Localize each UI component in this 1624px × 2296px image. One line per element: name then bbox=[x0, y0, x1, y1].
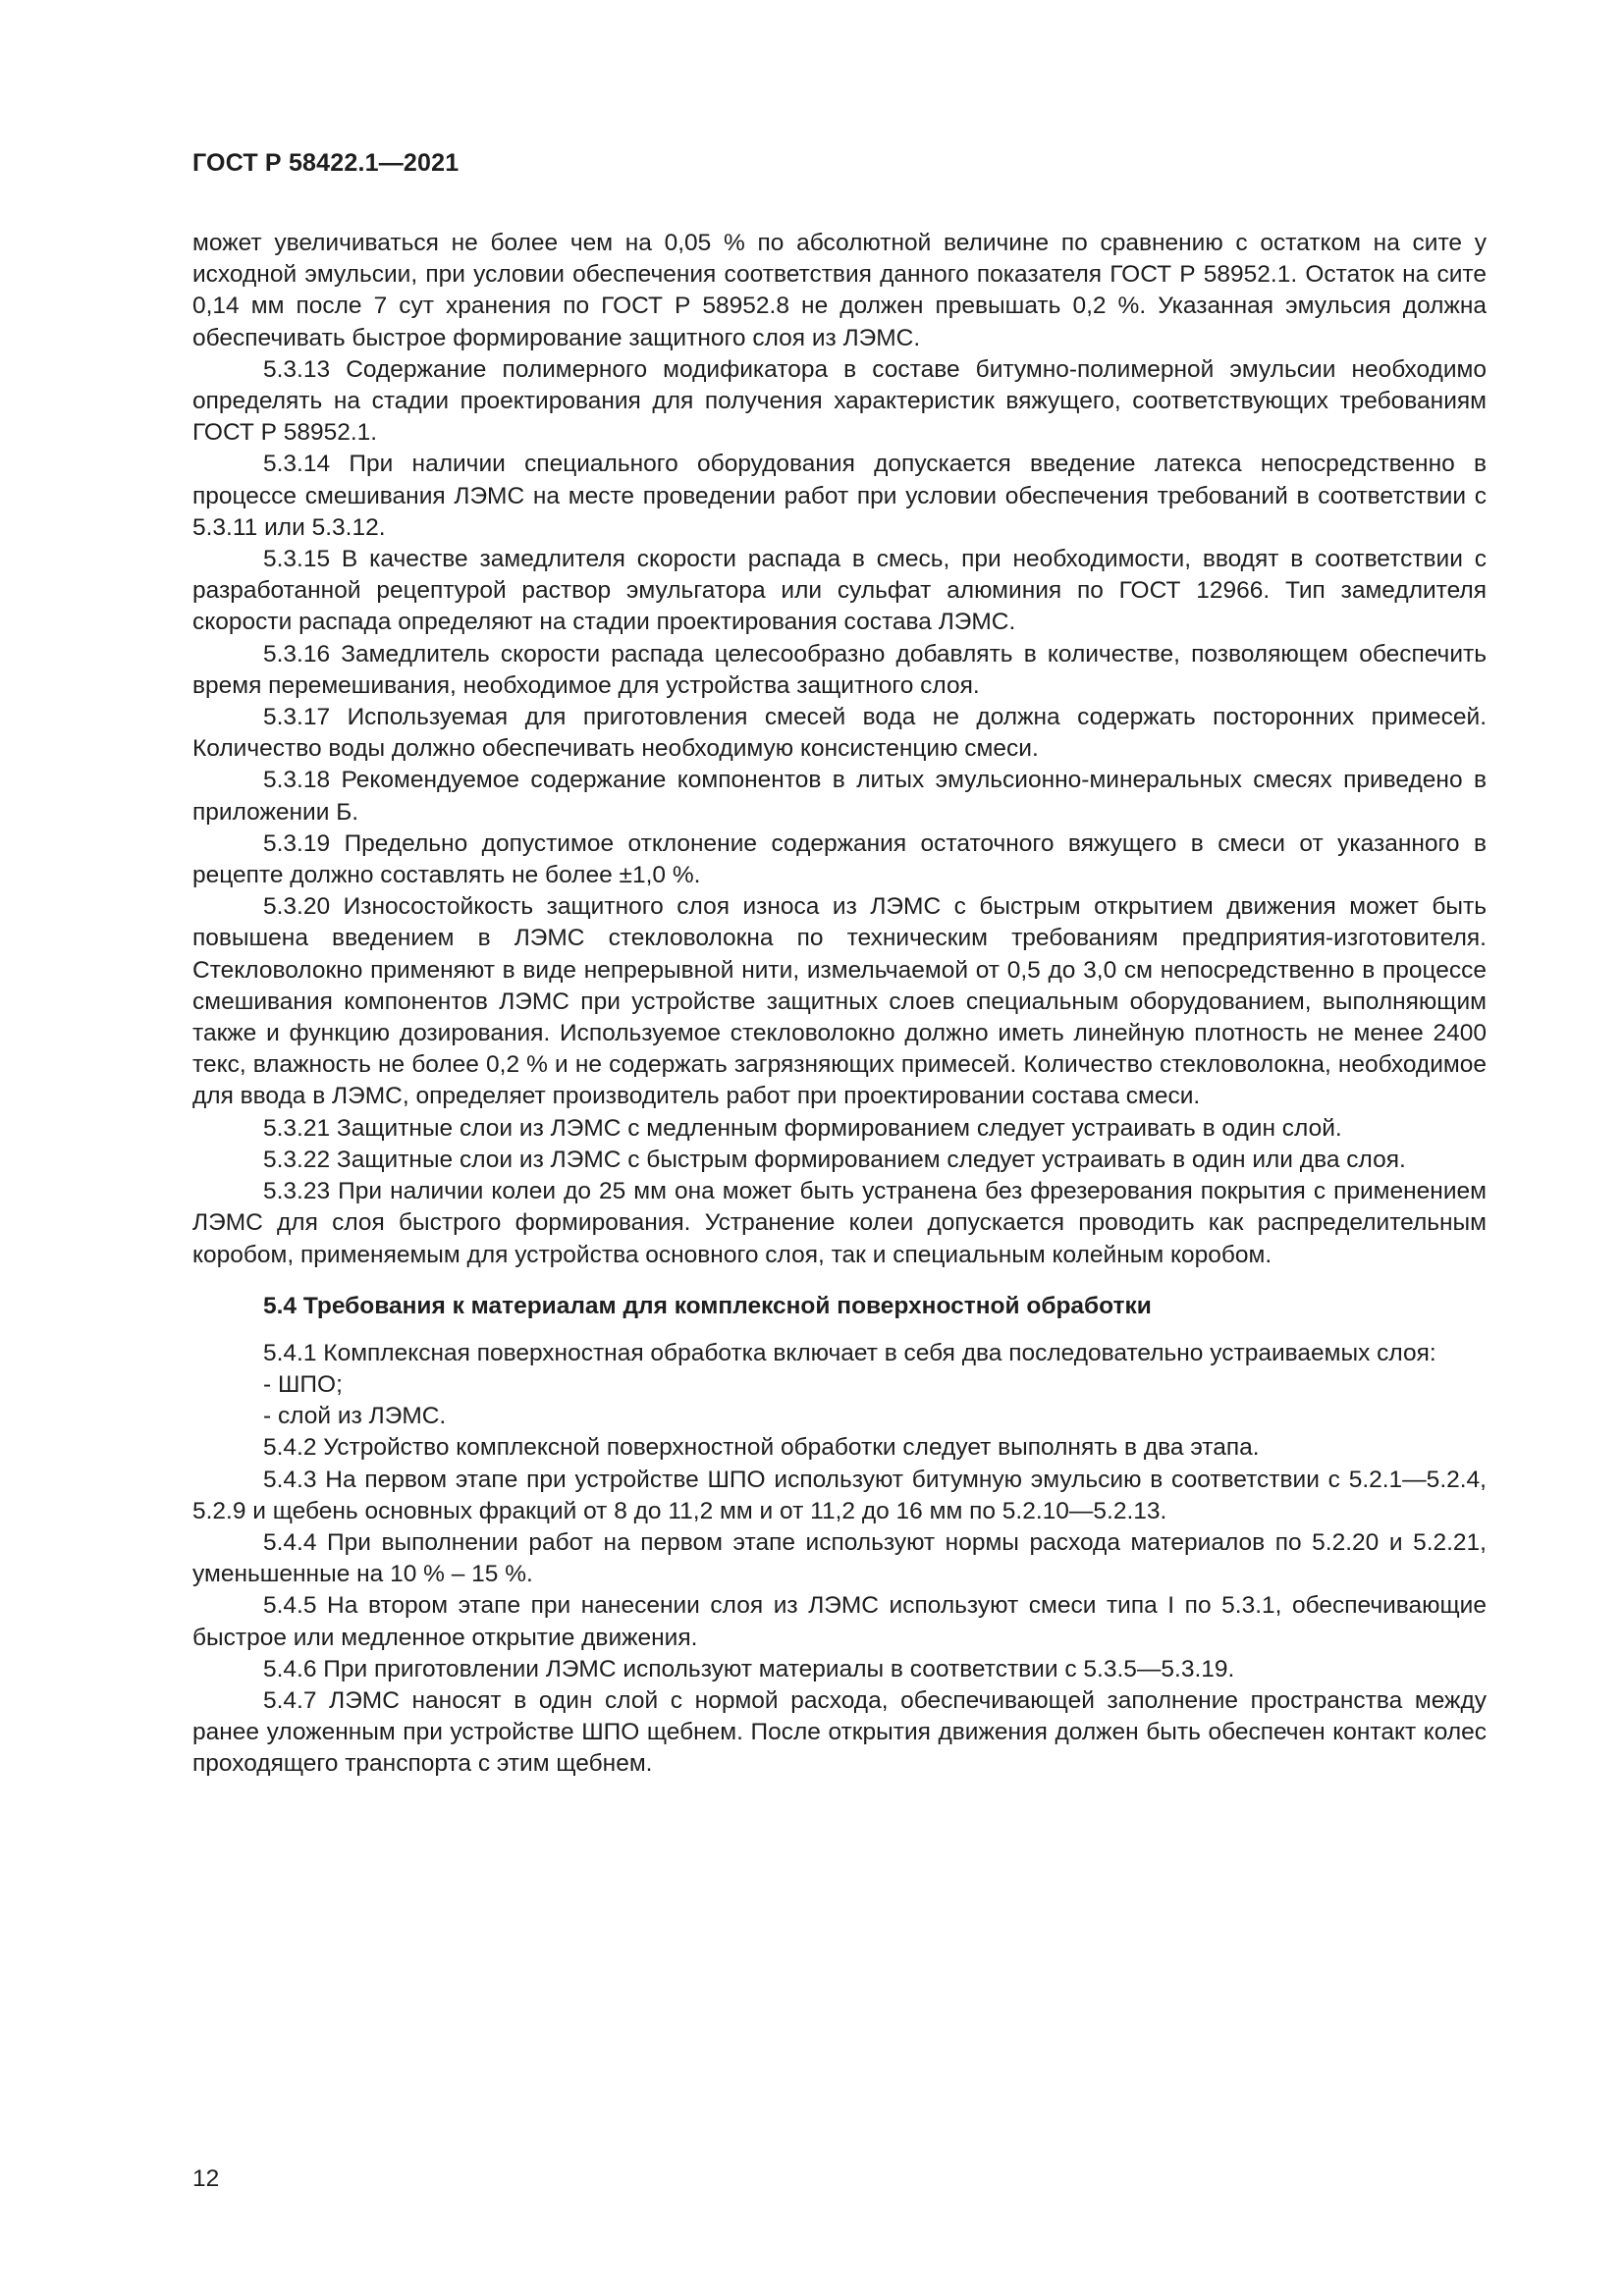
section-heading-5-4: 5.4 Требования к материалам для комплексной поверхностной обработки bbox=[263, 1292, 1152, 1319]
paragraph-5-3-21: 5.3.21 Защитные слои из ЛЭМС с медленным формированием следует устраивать в один слой. bbox=[263, 1114, 1342, 1142]
paragraph-5-3-13: 5.3.13 Содержание полимерного модификатора в составе битумно-полимерной эмульсии необходимо определять на стадии проектирования для получения характеристик вяжущего, соответствующих требованиям ГОСТ Р 58952.1. bbox=[192, 355, 1487, 447]
page-number: 12 bbox=[192, 2165, 220, 2192]
paragraph-5-4-6: 5.4.6 При приготовлении ЛЭМС используют материалы в соответствии с 5.3.5—5.3.19. bbox=[263, 1655, 1235, 1682]
paragraph-5-3-15: 5.3.15 В качестве замедлителя скорости распада в смесь, при необходимости, вводят в соответствии с разработанной рецептурой раствор эмульгатора или сульфат алюминия по ГОСТ 12966. Тип замедлителя скорости распада определяют на стадии проектирования состава ЛЭМС. bbox=[192, 546, 1487, 636]
paragraph-5-3-23: 5.3.23 При наличии колеи до 25 мм она может быть устранена без фрезерования покрытия с применением ЛЭМС для слоя быстрого формирования. Устранение колеи допускается проводить как распределительным коробом, применяемым для устройства основного слоя, так и специальным колейным коробом. bbox=[192, 1178, 1487, 1268]
paragraph-5-3-14: 5.3.14 При наличии специального оборудования допускается введение латекса непосредственно в процессе смешивания ЛЭМС на месте проведении работ при условии обеспечения требований в соответствии с 5.3.11 или 5.3.12. bbox=[192, 451, 1487, 541]
paragraph-5-3-20: 5.3.20 Износостойкость защитного слоя износа из ЛЭМС с быстрым открытием движения может быть повышена введением в ЛЭМС стекловолокна по техническим требованиям предприятия-изготовителя. Стекловолокно применяют в виде непрерывной нити, измельчаемой от 0,5 до 3,0 см непосредственно в процессе смешивания компонентов ЛЭМС при устройстве защитных слоев специальным оборудованием, выполняющим также и функцию дозирования. Используемое стекловолокно должно иметь линейную плотность не менее 2400 текс, влажность не более 0,2 % и не содержать загрязняющих примесей. Количество стекловолокна, необходимое для ввода в ЛЭМС, определяет производитель работ при проектировании состава смеси. bbox=[192, 893, 1487, 1110]
paragraph-5-3-18: 5.3.18 Рекомендуемое содержание компонентов в литых эмульсионно-минеральных смесях приведено в приложении Б. bbox=[192, 767, 1487, 826]
paragraph-5-4-1: 5.4.1 Комплексная поверхностная обработка включает в себя два последовательно устраиваемых слоя: bbox=[263, 1339, 1436, 1366]
paragraph-5-4-2: 5.4.2 Устройство комплексной поверхностной обработки следует выполнять в два этапа. bbox=[263, 1434, 1260, 1462]
paragraph-5-3-17: 5.3.17 Используемая для приготовления смесей вода не должна содержать посторонних примесей. Количество воды должно обеспечивать необходимую консистенцию смеси. bbox=[192, 704, 1487, 763]
list-item: - слой из ЛЭМС. bbox=[263, 1403, 447, 1430]
document-body bbox=[192, 228, 1487, 1781]
paragraph-continuation: может увеличиваться не более чем на 0,05 % по абсолютной величине по сравнению с остатком на сите у исходной эмульсии, при условии обеспечения соответствия данного показателя ГОСТ Р 58952.1. Остаток на сите 0,14 мм после 7 сут хранения по ГОСТ Р 58952.8 не должен превышать 0,2 %. Указанная эмульсия должна обеспечивать быстрое формирование защитного слоя из ЛЭМС. bbox=[192, 230, 1487, 351]
paragraph-5-4-4: 5.4.4 При выполнении работ на первом этапе используют нормы расхода материалов по 5.2.20 и 5.2.21, уменьшенные на 10 % – 15 %. bbox=[192, 1528, 1487, 1588]
paragraph-5-3-19: 5.3.19 Предельно допустимое отклонение содержания остаточного вяжущего в смеси от указанного в рецепте должно составлять не более ±1,0 %. bbox=[192, 829, 1487, 889]
list-item: - ШПО; bbox=[263, 1370, 343, 1398]
document-header: ГОСТ Р 58422.1—2021 bbox=[192, 149, 460, 177]
paragraph-5-3-16: 5.3.16 Замедлитель скорости распада целесообразно добавлять в количестве, позволяющем обеспечить время перемешивания, необходимое для устройства защитного слоя. bbox=[192, 640, 1487, 699]
paragraph-5-3-22: 5.3.22 Защитные слои из ЛЭМС с быстрым формированием следует устраивать в один или два слоя. bbox=[263, 1146, 1406, 1173]
paragraph-5-4-7: 5.4.7 ЛЭМС наносят в один слой с нормой расхода, обеспечивающей заполнение пространства между ранее уложенным при устройстве ШПО щебнем. После открытия движения должен быть обеспечен контакт колес проходящего транспорта с этим щебнем. bbox=[192, 1686, 1487, 1778]
paragraph-5-4-5: 5.4.5 На втором этапе при нанесении слоя из ЛЭМС используют смеси типа I по 5.3.1, обеспечивающие быстрое или медленное открытие движения. bbox=[192, 1592, 1487, 1651]
paragraph-5-4-3: 5.4.3 На первом этапе при устройстве ШПО используют битумную эмульсию в соответствии с 5.2.1—5.2.4, 5.2.9 и щебень основных фракций от 8 до 11,2 мм и от 11,2 до 16 мм по 5.2.10—5.2.13. bbox=[192, 1466, 1487, 1524]
